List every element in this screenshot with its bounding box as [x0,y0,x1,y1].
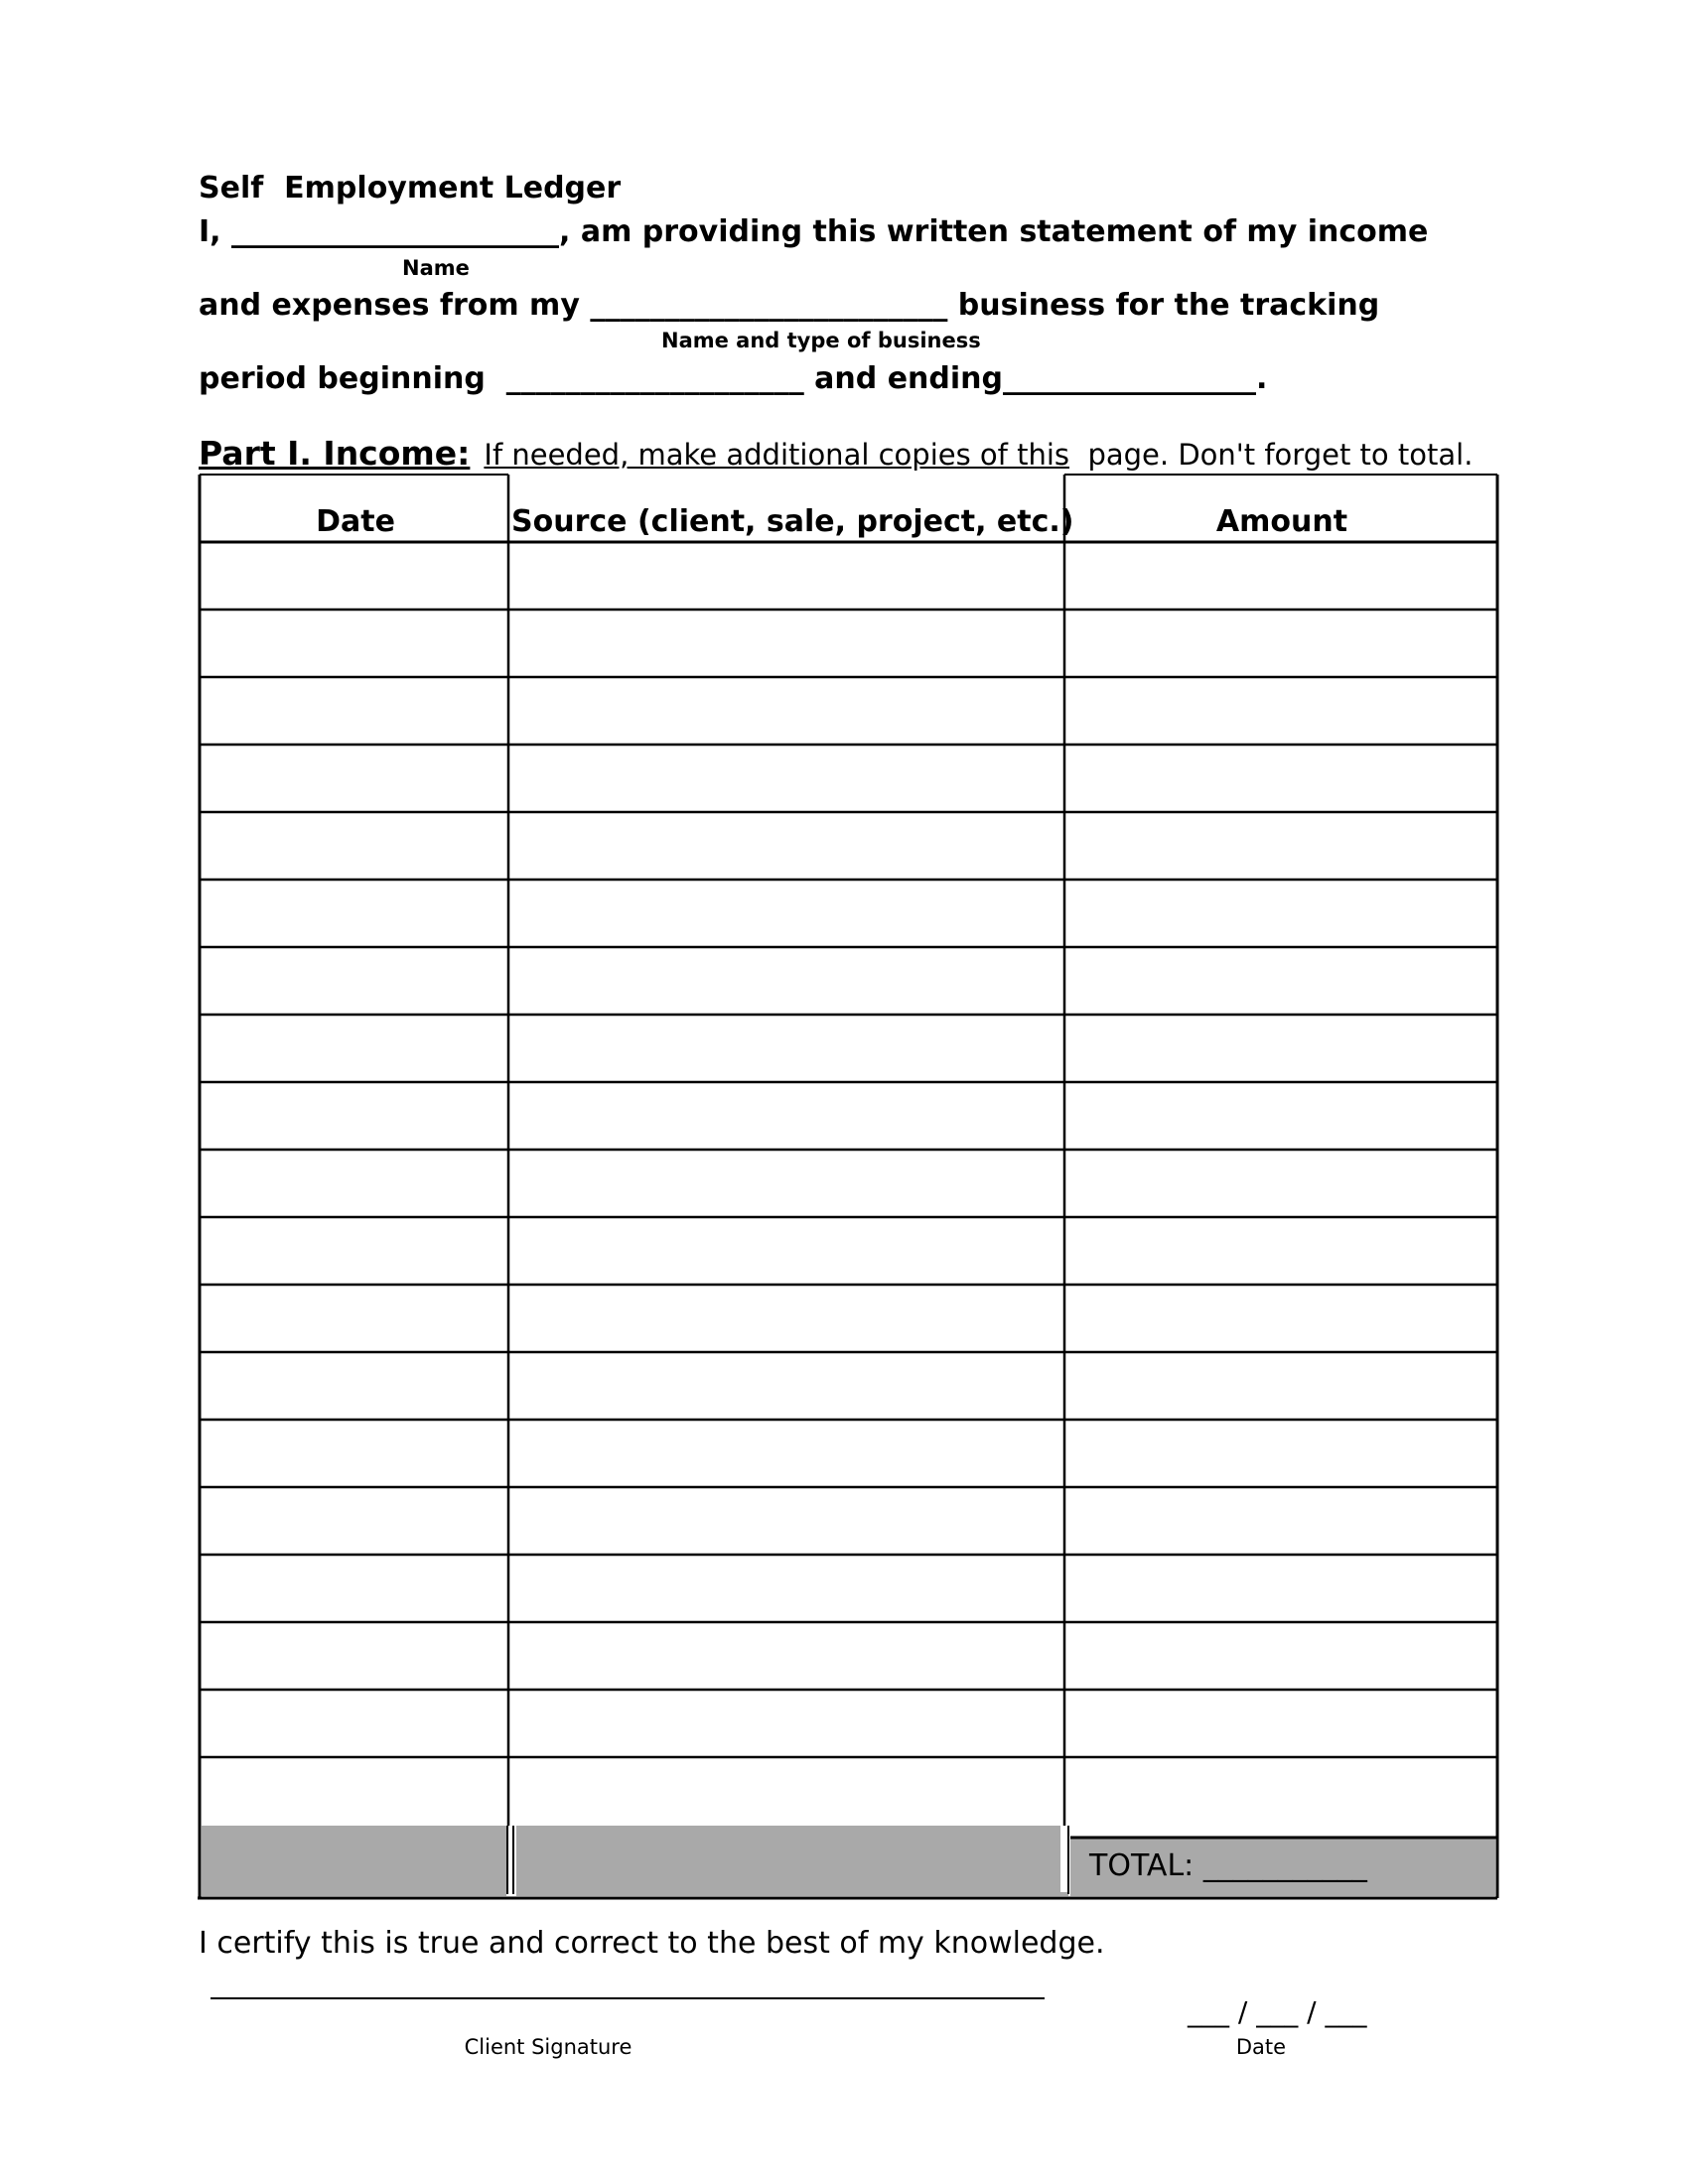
part-note-rest: page. Don't forget to total. [1069,438,1474,472]
total-row-shade-date [202,1826,506,1896]
certification-statement: I certify this is true and correct to the best of my knowledge. [199,1926,1105,1961]
signature-line[interactable] [211,1997,1045,1999]
total-field: TOTAL: ___________ [1089,1848,1367,1883]
document-title: Self Employment Ledger [199,171,622,205]
part-note-underlined: If needed, make additional copies of this [484,438,1070,472]
part-label: Part I. Income: [199,434,471,473]
signature-date-blank[interactable]: ___ / ___ / ___ [1188,1995,1367,2028]
total-row-shade-corner [1060,1892,1068,1896]
business-caption: Name and type of business [661,329,981,352]
statement-line-name: I, ______________________, am providing this written statement of my income [199,214,1429,249]
column-header-source: Source (client, sale, project, etc.) [511,504,1074,539]
statement-line-period: period beginning ____________________ and ending_________________. [199,361,1268,396]
column-header-amount: Amount [1215,504,1348,539]
date-caption: Date [1235,2035,1287,2059]
statement-line-business: and expenses from my ________________________ business for the tracking [199,288,1380,323]
name-caption: Name [402,256,470,280]
column-header-date: Date [316,504,395,539]
signature-caption: Client Signature [464,2035,633,2059]
total-row-shade-source [516,1826,1060,1896]
